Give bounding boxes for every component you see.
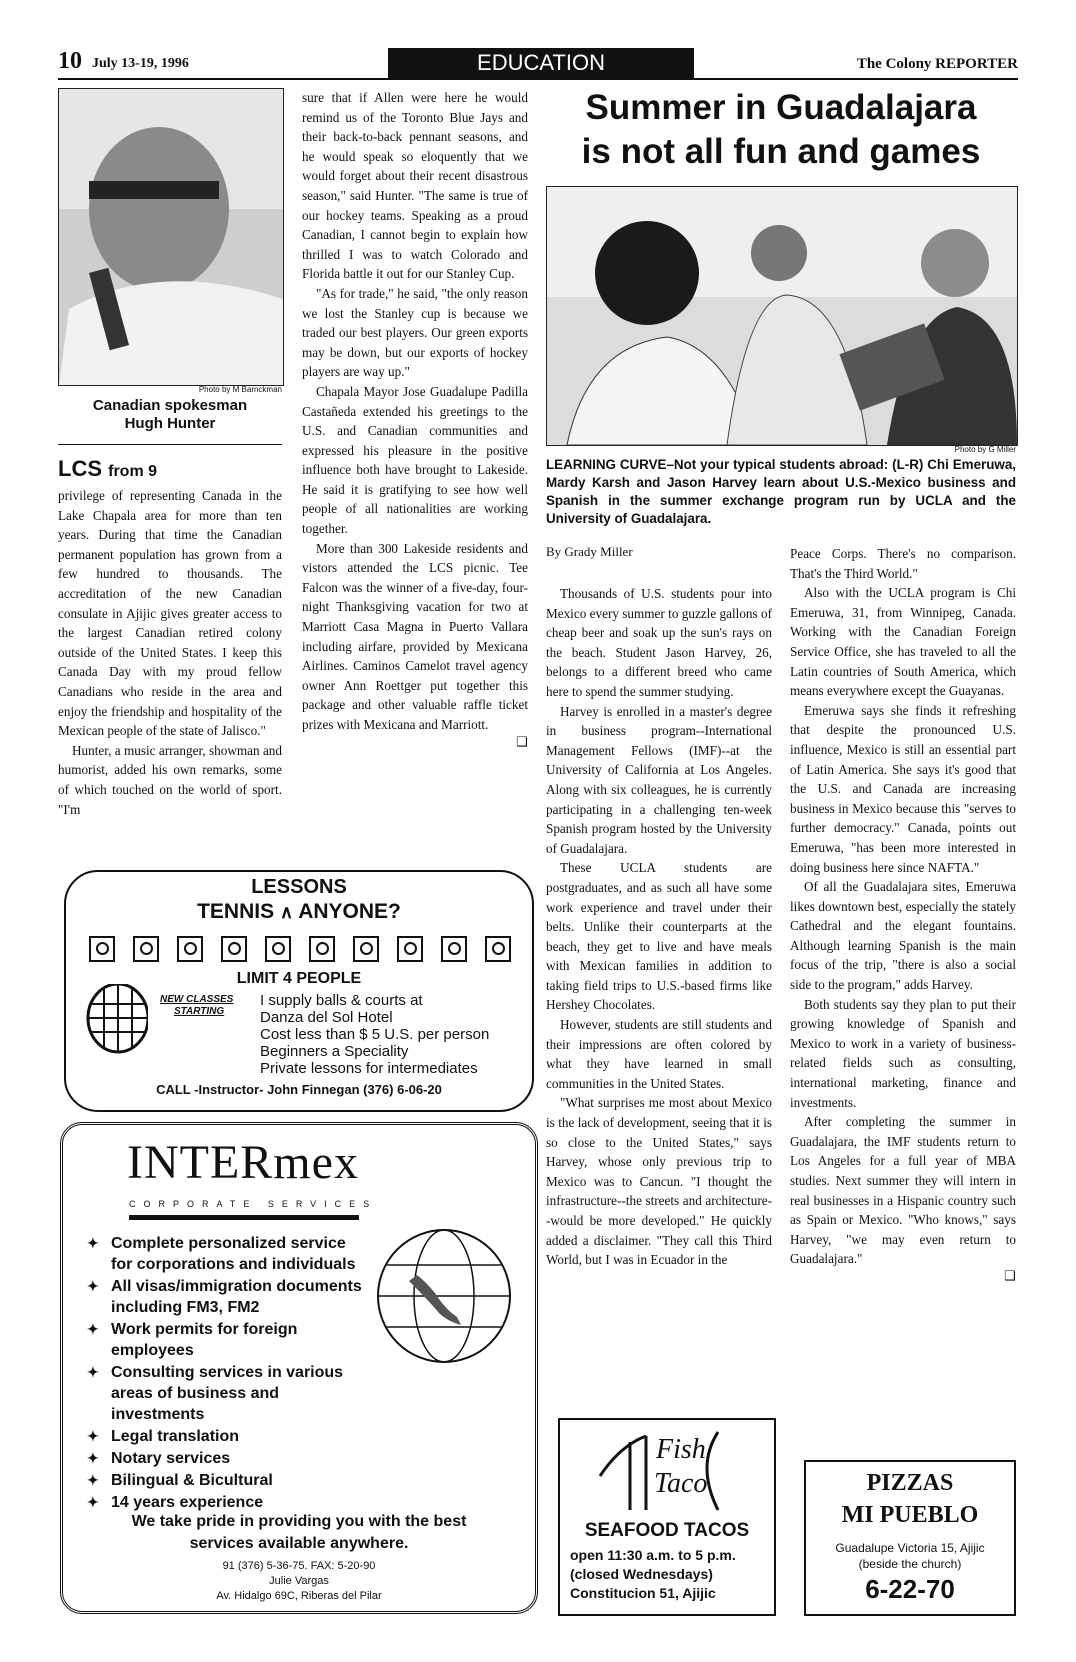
racket-head-icon bbox=[78, 984, 148, 1074]
service-item: ✦ Work permits for foreign employees bbox=[73, 1319, 363, 1361]
byline: By Grady Miller bbox=[546, 544, 633, 559]
pizza-title-2: MI PUEBLO bbox=[841, 1502, 979, 1528]
tennis-title-2 bbox=[66, 900, 532, 924]
new-classes-line: STARTING bbox=[174, 1006, 225, 1017]
detail-line: Beginners a Speciality bbox=[260, 1043, 409, 1060]
limit-text: LIMIT 4 PEOPLE bbox=[236, 970, 362, 987]
tennis-details bbox=[260, 992, 489, 1077]
tennis-title-1: LESSONS bbox=[251, 876, 347, 898]
caption-body: Not your typical students abroad: (L-R) Chi Emeruwa, Mardy Karsh and Jason Harvey learn about U.S.-Mexico business and Spanish in the summer exchange program run by UCLA and the University of Guadalajara. bbox=[546, 457, 1016, 526]
logo-text-1: Fish bbox=[656, 1434, 706, 1465]
paragraph: Harvey is enrolled in a master's degree in business program--International Management Fellows (IMF)--at the University of California at Los Angeles. Along with six colleagues, he is currently participating in a challenging ten-week Spanish program hosted by the University of Guadalajara. bbox=[546, 703, 772, 856]
paragraph: "What surprises me most about Mexico is the lack of development, seeing that it is so close to the United States," says Harvey, whose only previous trip to Mexico was to Cancun. "I thought the infrastructure--the streets and architecture--would be more developed." He quickly added a disclaimer. "They call this Third World, but I was in Ecuador in the bbox=[546, 1095, 772, 1268]
end-mark: ❑ bbox=[1004, 1267, 1016, 1283]
lcs-from: from 9 bbox=[108, 463, 158, 480]
paragraph: After completing the summer in Guadalajara, the IMF students return to Los Angeles for a full year of MBA studies. Next summer they will intern in real businesses in a Hispanic country such as Spain or Mexico. "Who knows," says Harvey, "we may even return to Guadalajara." bbox=[790, 1114, 1016, 1267]
photo-caption-main bbox=[546, 456, 1016, 528]
tennis-call: CALL -Instructor- John Finnegan (376) 6-06-20 bbox=[156, 1082, 442, 1097]
tennis-lessons-ad bbox=[64, 870, 534, 1112]
service-item: ✦ All visas/immigration documents including FM3, FM2 bbox=[73, 1276, 363, 1318]
service-item: ✦ 14 years experience bbox=[73, 1492, 363, 1513]
paragraph: Thousands of U.S. students pour into Mexico every summer to guzzle gallons of cheap beer and soak up the sun's rays on the beach. Student Jason Harvey, 26, belongs to a different breed who came here to spend the summer studying. bbox=[546, 586, 772, 699]
service-item: ✦ Bilingual & Bicultural bbox=[73, 1470, 363, 1491]
students-illustration bbox=[547, 187, 1017, 445]
issue-date: July 13-19, 1996 bbox=[92, 56, 189, 71]
intermex-tagline bbox=[63, 1511, 535, 1555]
contact-phone: 91 (376) 5-36-75. FAX: 5-20-90 bbox=[222, 1560, 376, 1572]
intermex-contact bbox=[63, 1559, 535, 1604]
paragraph: More than 300 Lakeside residents and vistors attended the LCS picnic. Tee Falcon was the winner of a five-day, four-night Thanksgiving vacation for two at Marriott Casa Magna in Puerto Vallara including airfare, provided by Mexicana Airlines. Caminos Camelot travel agency owner Ann Roettger put together this package and other valuable raffle ticket prizes with Mexicana and Marriott. bbox=[302, 540, 528, 732]
services-list bbox=[73, 1233, 363, 1514]
caption-rule bbox=[58, 444, 282, 445]
end-mark: ❑ bbox=[516, 733, 528, 749]
paragraph: sure that if Allen were here he would remind us of the Toronto Blue Jays and their back-to-back pennant seasons, and he would speak so eloquently that we would forget about their recent disastrous season," said Hunter. "The same is true of our hockey teams. Speaking as a proud Canadian, I cannot begin to explain how thrilled I was to watch Colorado and Florida battle it out for our Stanley Cup. bbox=[302, 90, 528, 282]
paragraph: Of all the Guadalajara sites, Emeruwa likes downtown best, especially the stately Cathedral and the elegant fountains. Although learning Spanish is the main focus of the trip, "there is also a social side to the program," adds Harvey. bbox=[790, 879, 1016, 993]
logo-text-2: Taco bbox=[654, 1468, 708, 1499]
caret-icon: ∧ bbox=[279, 902, 294, 922]
racket-row bbox=[80, 936, 520, 967]
photo-credit-left: Photo by M Barnckman bbox=[198, 385, 282, 394]
page-number: 10 bbox=[58, 48, 82, 74]
anyone-word: ANYONE? bbox=[298, 900, 401, 923]
paragraph: Hunter, a music arranger, showman and humorist, added his own remarks, some of which touched on the world of sport. "I'm bbox=[58, 742, 282, 817]
paragraph: These UCLA students are postgraduates, and as such all have some work experience and travel under their belts. Unlike their counterparts at the beach, they get to live and have meals with Mexican families in addition to taking field trips to U.S.-based firms like Hershey Chocolates. bbox=[546, 860, 772, 1013]
story-column-2 bbox=[790, 544, 1016, 1283]
pizza-phone: 6-22-70 bbox=[865, 1574, 955, 1604]
service-item: ✦ Legal translation bbox=[73, 1426, 363, 1447]
paragraph: However, students are still students and their impressions are often colored by what they have learned in small communities in the United States. bbox=[546, 1017, 772, 1091]
paragraph: Chapala Mayor Jose Guadalupe Padilla Castañeda extended his greetings to the U.S. and Canadian communities and expressed his pleasure in the positive influence both have brought to Lakeside. He said it is gratifying to see how well people of all nationalities are working together. bbox=[302, 383, 528, 537]
address: Constitucion 51, Ajijic bbox=[570, 1585, 716, 1601]
tennis-word: TENNIS bbox=[197, 900, 275, 923]
intermex-ad bbox=[60, 1122, 538, 1614]
detail-line: Private lessons for intermediates bbox=[260, 1060, 478, 1077]
students-photo bbox=[546, 186, 1018, 446]
detail-line: Cost less than $ 5 U.S. per person bbox=[260, 1026, 490, 1043]
racket-icon bbox=[485, 936, 511, 962]
racket-icon bbox=[397, 936, 423, 962]
paper-name: The Colony REPORTER bbox=[856, 56, 1018, 72]
racket-icon bbox=[353, 936, 379, 962]
racket-icon bbox=[265, 936, 291, 962]
pizza-ad bbox=[804, 1460, 1016, 1616]
caption-line: Hugh Hunter bbox=[124, 415, 216, 432]
paragraph: Both students say they plan to put their growing knowledge of Spanish and Mexico to work in a variety of business-related fields such as consulting, international marketing, finance and investments. bbox=[790, 996, 1016, 1110]
caption-line: Canadian spokesman bbox=[92, 397, 248, 414]
lcs-column-1 bbox=[58, 486, 282, 819]
closed-day: (closed Wednesdays) bbox=[570, 1566, 713, 1582]
fish-taco-info bbox=[570, 1546, 736, 1603]
header-rule bbox=[58, 78, 1018, 80]
location-line: (beside the church) bbox=[858, 1557, 962, 1571]
photo-credit-main: Photo by G Miller bbox=[954, 445, 1016, 454]
section-title: EDUCATION bbox=[477, 50, 605, 75]
story-column-1 bbox=[546, 584, 772, 1270]
pizza-address bbox=[806, 1540, 1014, 1572]
logo-bar bbox=[129, 1215, 359, 1220]
lcs-title: LCS bbox=[58, 456, 102, 481]
paragraph: Also with the UCLA program is Chi Emeruwa, 31, from Winnipeg, Canada. Working with the Canadian Foreign Service Office, she has traveled to all the Latin countries of South America, which means everywhere except the Guayanas. bbox=[790, 585, 1016, 699]
tagline-line: services available anywhere. bbox=[189, 1535, 409, 1552]
racket-icon bbox=[89, 936, 115, 962]
section-banner bbox=[388, 48, 694, 78]
contact-address: Av. Hidalgo 69C, Riberas del Pilar bbox=[216, 1590, 382, 1602]
racket-icon bbox=[309, 936, 335, 962]
address-line: Guadalupe Victoria 15, Ajijic bbox=[835, 1541, 985, 1555]
intermex-subtitle: CORPORATE SERVICES bbox=[129, 1199, 378, 1209]
service-item: ✦ Notary services bbox=[73, 1448, 363, 1469]
paragraph: Peace Corps. There's no comparison. That's the Third World." bbox=[790, 546, 1016, 581]
service-item: ✦ Consulting services in various areas of business and investments bbox=[73, 1362, 363, 1425]
main-headline bbox=[544, 86, 1018, 174]
globe-icon bbox=[369, 1221, 519, 1371]
detail-line: I supply balls & courts at bbox=[260, 992, 423, 1009]
caption-lead: LEARNING CURVE– bbox=[546, 457, 674, 472]
fish-taco-ad bbox=[558, 1418, 776, 1616]
fish-taco-logo bbox=[590, 1426, 750, 1512]
racket-icon bbox=[441, 936, 467, 962]
new-classes-line: NEW CLASSES bbox=[160, 994, 234, 1005]
service-item: ✦ Complete personalized service for corporations and individuals bbox=[73, 1233, 363, 1275]
headline-line: Summer in Guadalajara bbox=[585, 88, 977, 127]
fish-taco-title: SEAFOOD TACOS bbox=[584, 1520, 750, 1541]
racket-icon bbox=[177, 936, 203, 962]
hugh-hunter-photo bbox=[58, 88, 284, 386]
detail-line: Danza del Sol Hotel bbox=[260, 1009, 393, 1026]
racket-icon bbox=[133, 936, 159, 962]
portrait-illustration bbox=[59, 89, 283, 385]
photo-caption-left bbox=[58, 397, 282, 433]
paragraph: privilege of representing Canada in the Lake Chapala area for more than ten years. During that time the Canadian permanent population has grown from a few hundred to thousands. The accreditation of the new Canadian consulate in Ajijic gives greater access to the largest Canadian retired colony outside of the United States. I keep this Canada Day with my proud fellow Canadians who reside in the area and enjoy the friendship and hospitality of the Mexican people of the state of Jalisco." bbox=[58, 488, 282, 739]
page-header bbox=[58, 48, 1018, 78]
racket-icon bbox=[221, 936, 247, 962]
lcs-jump-headline bbox=[58, 456, 157, 482]
new-classes-badge bbox=[160, 994, 233, 1018]
tagline-line: We take pride in providing you with the best bbox=[131, 1513, 467, 1530]
pizza-title-1: PIZZAS bbox=[866, 1470, 954, 1496]
contact-name: Julie Vargas bbox=[269, 1575, 329, 1587]
paragraph: Emeruwa says she finds it refreshing that despite the pronounced U.S. influence, Mexico is still an essential part of Latin America. She says it's good that the U.S. and Canada are increasing business in Mexico because this "serves to further democracy." Canada, points out Emeruwa, "has been more interested in doing business here since NAFTA." bbox=[790, 702, 1016, 875]
hours: open 11:30 a.m. to 5 p.m. bbox=[570, 1547, 736, 1563]
paragraph: "As for trade," he said, "the only reason we lost the Stanley cup is because we traded our best players. Our green exports may be down, but our exports of hockey players are way up." bbox=[302, 285, 528, 380]
lcs-column-2 bbox=[302, 88, 528, 749]
intermex-logo: INTERmex bbox=[127, 1136, 359, 1189]
headline-line: is not all fun and games bbox=[581, 132, 981, 171]
